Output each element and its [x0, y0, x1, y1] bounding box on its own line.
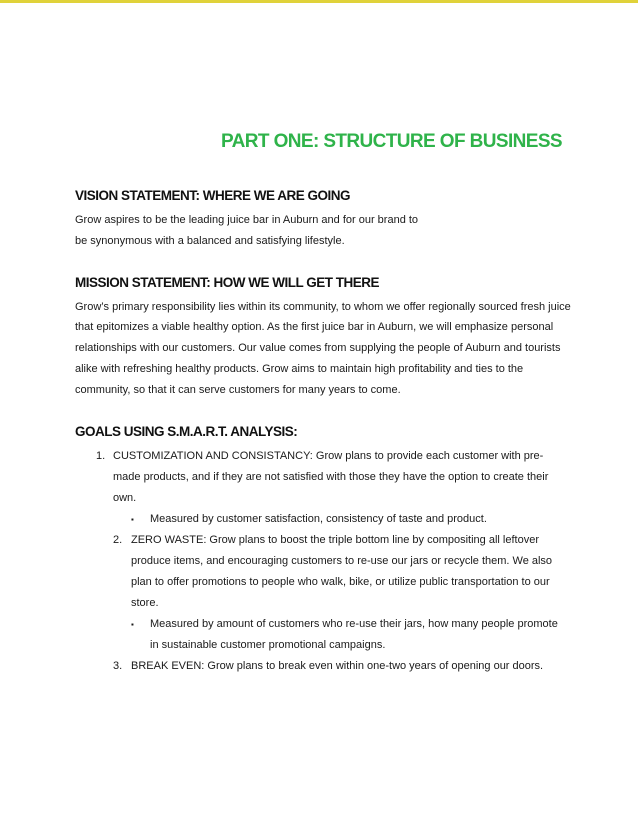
mission-heading: MISSION STATEMENT: HOW WE WILL GET THERE	[75, 274, 379, 290]
goal-text: BREAK EVEN: Grow plans to break even within one-two years of opening our doors.	[131, 659, 544, 672]
mission-section	[75, 273, 575, 401]
goal-text: ZERO WASTE: Grow plans to boost the triple bottom line by compositing all leftover produce items, and encouraging customers to re-use our jars or recycle them. We also plan to offer promotions to people who walk, bike, or utilize public transportation to our store.	[131, 533, 553, 609]
document-body	[75, 186, 575, 677]
goal-number: 1.	[96, 449, 106, 462]
goals-heading: GOALS USING S.M.A.R.T. ANALYSIS:	[75, 423, 298, 439]
vision-heading: VISION STATEMENT: WHERE WE ARE GOING	[75, 188, 351, 203]
goal-measure-text: Measured by customer satisfaction, consistency of taste and product.	[150, 512, 487, 525]
page-top-border	[0, 0, 638, 3]
goal-measure-text: Measured by amount of customers who re-use their jars, how many people promote in sustainable customer promotional campaigns.	[150, 617, 558, 651]
goal-measure-item	[75, 614, 575, 656]
goal-number: 2.	[113, 533, 123, 546]
goal-item-break-even	[75, 656, 575, 677]
page-title: PART ONE: STRUCTURE OF BUSINESS	[220, 131, 562, 152]
vision-line-1: Grow aspires to be the leading juice bar in Auburn and for our brand to	[75, 214, 419, 226]
goal-number: 3.	[113, 659, 123, 672]
goal-item-zero-waste	[75, 530, 575, 656]
goal-text: CUSTOMIZATION AND CONSISTANCY: Grow plans to provide each customer with pre-made products, and if they are not satisfied with those they have the option to create their own.	[113, 449, 549, 504]
square-bullet-icon: ▪	[131, 619, 134, 629]
vision-line-2: be synonymous with a balanced and satisfying lifestyle.	[75, 234, 345, 247]
goal-item-customization	[75, 446, 575, 530]
vision-section	[75, 186, 575, 252]
goal-measure-item	[75, 509, 575, 530]
vision-paragraph	[75, 210, 475, 252]
goals-section	[75, 422, 575, 677]
mission-paragraph: Grow’s primary responsibility lies within its community, to whom we offer regionally sourced fresh juice that epitomizes a viable healthy option. As the first juice bar in Auburn, we will emphasize personal relationships with our customers. Our value comes from supplying the people of Auburn and tourists alike with refreshing healthy products. Grow aims to maintain high profitability and ties to the community, so that it can serve customers for many years to come.	[75, 300, 571, 396]
square-bullet-icon: ▪	[131, 514, 134, 524]
goals-list	[75, 446, 575, 677]
